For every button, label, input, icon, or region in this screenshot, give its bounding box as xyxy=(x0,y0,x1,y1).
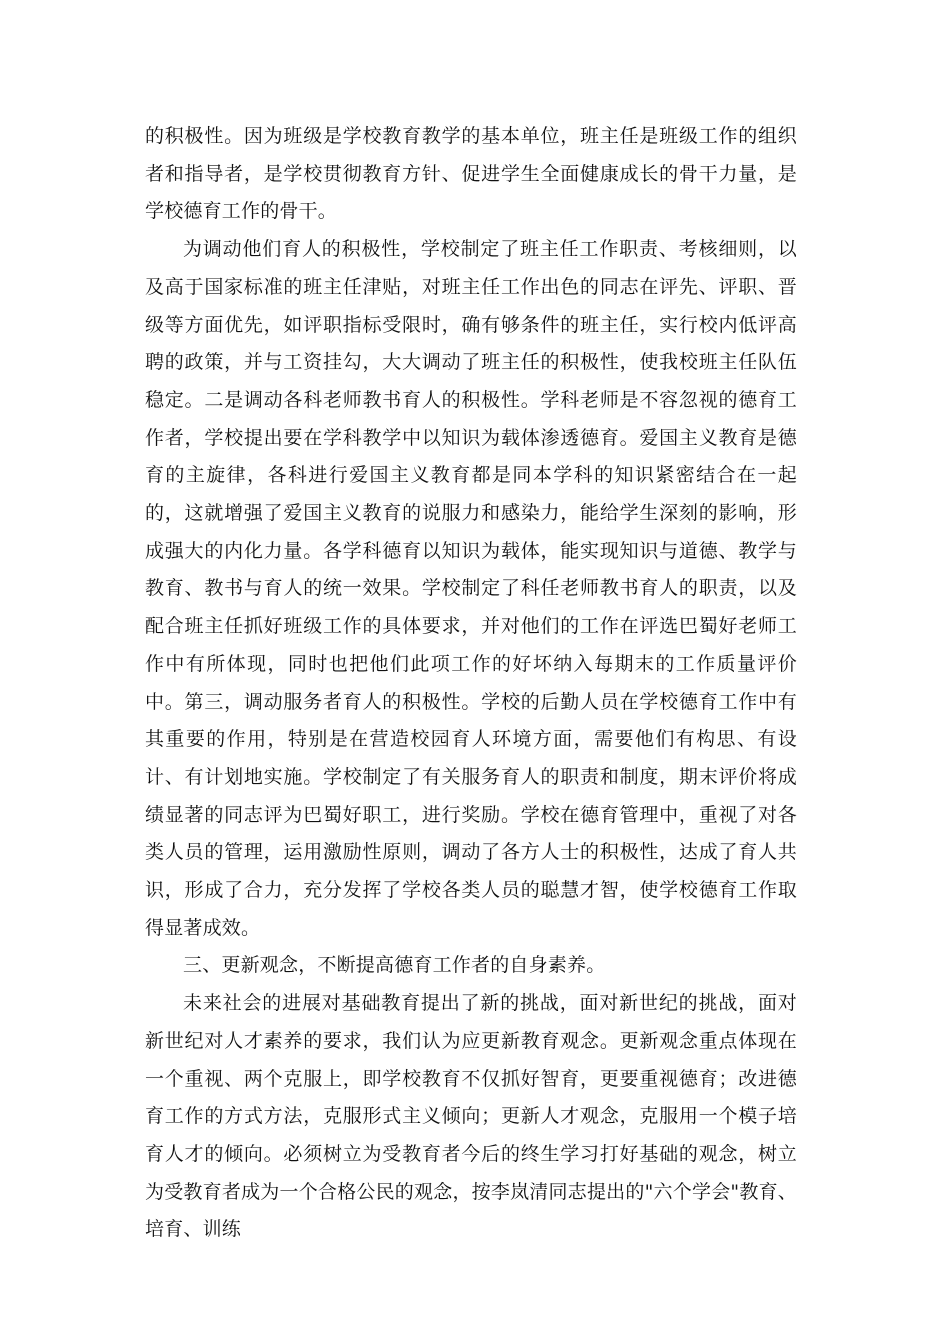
document-page xyxy=(145,118,797,1249)
paragraph-continuation: 的积极性。因为班级是学校教育教学的基本单位，班主任是班级工作的组织者和指导者，是学校贯彻教育方针、促进学生全面健康成长的骨干力量，是学校德育工作的骨干。 xyxy=(145,125,797,223)
paragraph-motivation: 为调动他们育人的积极性，学校制定了班主任工作职责、考核细则，以及高于国家标准的班主任津贴，对班主任工作出色的同志在评先、评职、晋级等方面优先，如评职指标受限时，确有够条件的班主任，实行校内低评高聘的政策，并与工资挂勾，大大调动了班主任的积极性，使我校班主任队伍稳定。二是调动各科老师教书育人的积极性。学科老师是不容忽视的德育工作者，学校提出要在学科教学中以知识为载体渗透德育。爱国主义教育是德育的主旋律，各科进行爱国主义教育都是同本学科的知识紧密结合在一起的，这就增强了爱国主义教育的说服力和感染力，能给学生深刻的影响，形成强大的内化力量。各学科德育以知识为载体，能实现知识与道德、教学与教育、教书与育人的统一效果。学校制定了科任老师教书育人的职责，以及配合班主任抓好班级工作的具体要求，并对他们的工作在评选巴蜀好老师工作中有所体现，同时也把他们此项工作的好坏纳入每期末的工作质量评价中。第三，调动服务者育人的积极性。学校的后勤人员在学校德育工作中有其重要的作用，特别是在营造校园育人环境方面，需要他们有构思、有设计、有计划地实施。学校制定了有关服务育人的职责和制度，期末评价将成绩显著的同志评为巴蜀好职工，进行奖励。学校在德育管理中，重视了对各类人员的管理，运用激励性原则，调动了各方人士的积极性，达成了育人共识，形成了合力，充分发挥了学校各类人员的聪慧才智，使学校德育工作取得显著成效。 xyxy=(145,238,797,939)
paragraph-new-concepts: 未来社会的进展对基础教育提出了新的挑战，面对新世纪的挑战，面对新世纪对人才素养的要求，我们认为应更新教育观念。更新观念重点体现在一个重视、两个克服上，即学校教育不仅抓好智育，更要重视德育；改进德育工作的方式方法，克服形式主义倾向；更新人才观念，克服用一个模子培育人才的倾向。必须树立为受教育者今后的终生学习打好基础的观念，树立为受教育者成为一个合格公民的观念，按李岚清同志提出的"六个学会"教育、培育、训练 xyxy=(145,992,797,1241)
section-heading-three: 三、更新观念，不断提高德育工作者的自身素养。 xyxy=(183,954,606,977)
